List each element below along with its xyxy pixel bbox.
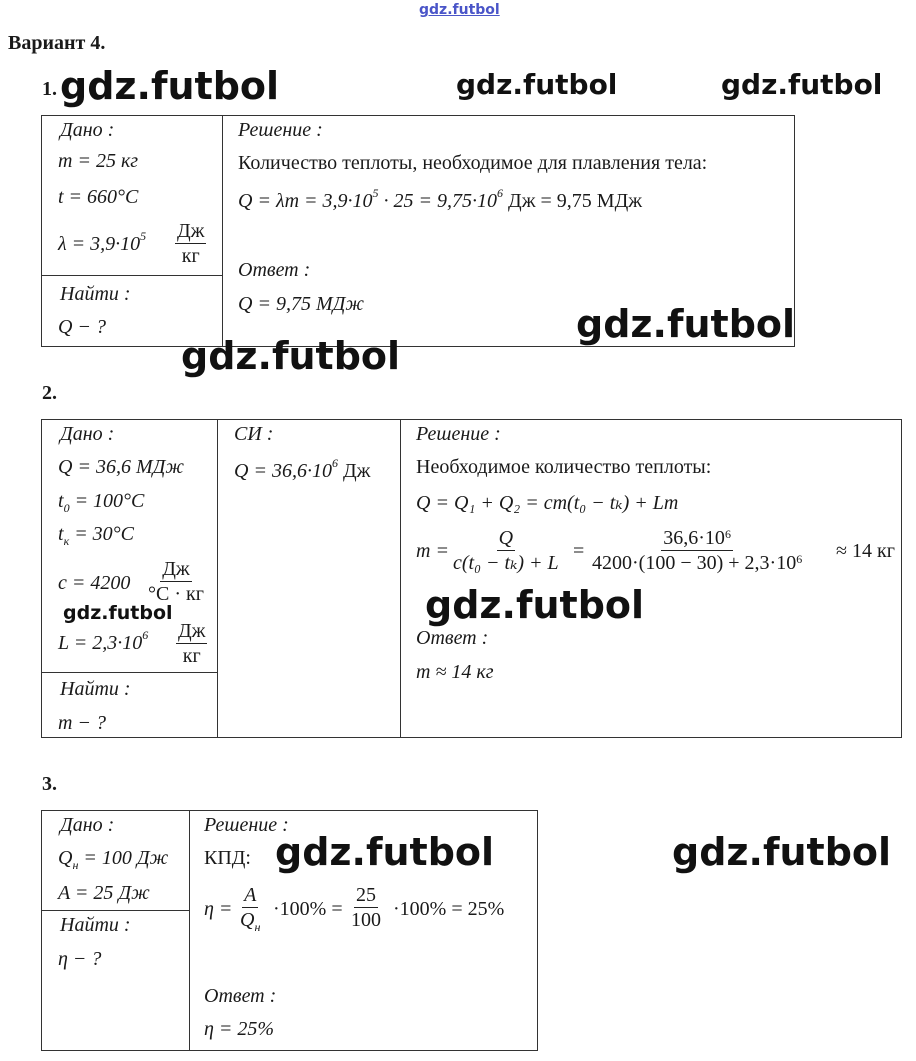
divider bbox=[222, 115, 223, 347]
given-mass: m = 25 кг bbox=[58, 150, 139, 172]
given-label: Дано : bbox=[60, 423, 115, 445]
solution-approx: ≈ 14 кг bbox=[836, 540, 895, 562]
solution-fraction-2: $\frac{25}{100}$ bbox=[351, 884, 381, 931]
answer-label: Ответ : bbox=[204, 985, 277, 1007]
divider bbox=[217, 419, 218, 738]
answer-label: Ответ : bbox=[416, 627, 489, 649]
solution-equation-1: Q = Q₁ + Q₂ = cm(t₀ − tₖ) + Lm bbox=[416, 492, 679, 514]
solution-fraction-1: $\frac{Q}{\text{c(t₀ − tₖ) + L}}$ bbox=[453, 527, 559, 574]
watermark: gdz.futbol bbox=[672, 830, 892, 874]
solution-kpd: КПД: bbox=[204, 847, 251, 869]
answer-value: Q = 9,75 МДж bbox=[238, 293, 364, 315]
watermark: gdz.futbol bbox=[60, 64, 280, 108]
given-heat: Q = 36,6 МДж bbox=[58, 456, 184, 478]
answer-label: Ответ : bbox=[238, 259, 311, 281]
solution-label: Решение : bbox=[238, 119, 323, 141]
answer-value: m ≈ 14 кг bbox=[416, 661, 494, 683]
find-value: Q − ? bbox=[58, 316, 106, 338]
watermark: gdz.futbol bbox=[275, 830, 495, 874]
divider bbox=[41, 275, 223, 276]
top-watermark-link[interactable]: gdz.futbol bbox=[419, 2, 500, 18]
given-L: $L = 2,3\cdot 10^6$ bbox=[58, 628, 149, 654]
solution-m-lhs: m = bbox=[416, 540, 449, 562]
solution-equation: $Q = \lambda m = 3,9\cdot 10^5 \cdot 25 = 9,75\cdot 10^6$ Дж = 9,75 МДж bbox=[238, 186, 643, 212]
given-L-unit: Дж кг bbox=[178, 620, 206, 667]
divider bbox=[400, 419, 401, 738]
given-qn: $Q_н = 100$ Дж bbox=[58, 847, 169, 872]
solution-text: Количество теплоты, необходимое для плавления тела: bbox=[238, 152, 708, 174]
given-A: A = 25 Дж bbox=[58, 882, 150, 904]
watermark: gdz.futbol bbox=[576, 302, 796, 346]
given-c: c = 4200 bbox=[58, 572, 131, 594]
si-label: СИ : bbox=[234, 423, 274, 445]
solution-tail: ·100% = 25% bbox=[393, 898, 505, 920]
divider bbox=[189, 810, 190, 1051]
problem-2-number: 2. bbox=[42, 382, 57, 404]
given-c-unit: Дж °C · кг bbox=[148, 558, 204, 605]
solution-fraction-1: A $Q_н$ bbox=[240, 884, 261, 934]
divider bbox=[41, 672, 218, 673]
solution-label: Решение : bbox=[416, 423, 501, 445]
solution-mid: ·100% = bbox=[273, 898, 343, 920]
divider bbox=[41, 910, 190, 911]
given-t0: $t_0 = 100^\circ C$ bbox=[58, 490, 145, 515]
find-value: m − ? bbox=[58, 712, 106, 734]
solution-equals: = bbox=[573, 540, 585, 562]
solution-text: Необходимое количество теплоты: bbox=[416, 456, 712, 478]
watermark: gdz.futbol bbox=[181, 334, 401, 378]
find-value: η − ? bbox=[58, 948, 102, 970]
find-label: Найти : bbox=[60, 283, 131, 305]
find-label: Найти : bbox=[60, 914, 131, 936]
watermark: gdz.futbol bbox=[63, 602, 173, 624]
problem-3-number: 3. bbox=[42, 773, 57, 795]
solution-fraction-2: $\frac{36,6\cdot 10^6}{4200\cdot(100 - 30) + 2,3\cdot 10^6}$ bbox=[592, 527, 803, 574]
solution-label: Решение : bbox=[204, 814, 289, 836]
given-lambda: $\lambda = 3,9\cdot 10^5$ bbox=[58, 229, 147, 255]
watermark: gdz.futbol bbox=[456, 68, 618, 101]
watermark: gdz.futbol bbox=[425, 583, 645, 627]
problem-1-number: 1. bbox=[42, 78, 57, 100]
watermark: gdz.futbol bbox=[721, 68, 883, 101]
si-value: $Q = 36,6\cdot 10^6$ Дж bbox=[234, 456, 371, 482]
find-label: Найти : bbox=[60, 678, 131, 700]
given-temperature: t = 660°C bbox=[58, 186, 139, 208]
answer-value: η = 25% bbox=[204, 1018, 275, 1040]
given-label: Дано : bbox=[60, 814, 115, 836]
solution-eta-lhs: η = bbox=[204, 898, 233, 920]
given-lambda-unit: Дж кг bbox=[177, 220, 205, 267]
variant-title: Вариант 4. bbox=[8, 32, 106, 54]
given-label: Дано : bbox=[60, 119, 115, 141]
given-tk: $t_к = 30^\circ C$ bbox=[58, 523, 135, 548]
